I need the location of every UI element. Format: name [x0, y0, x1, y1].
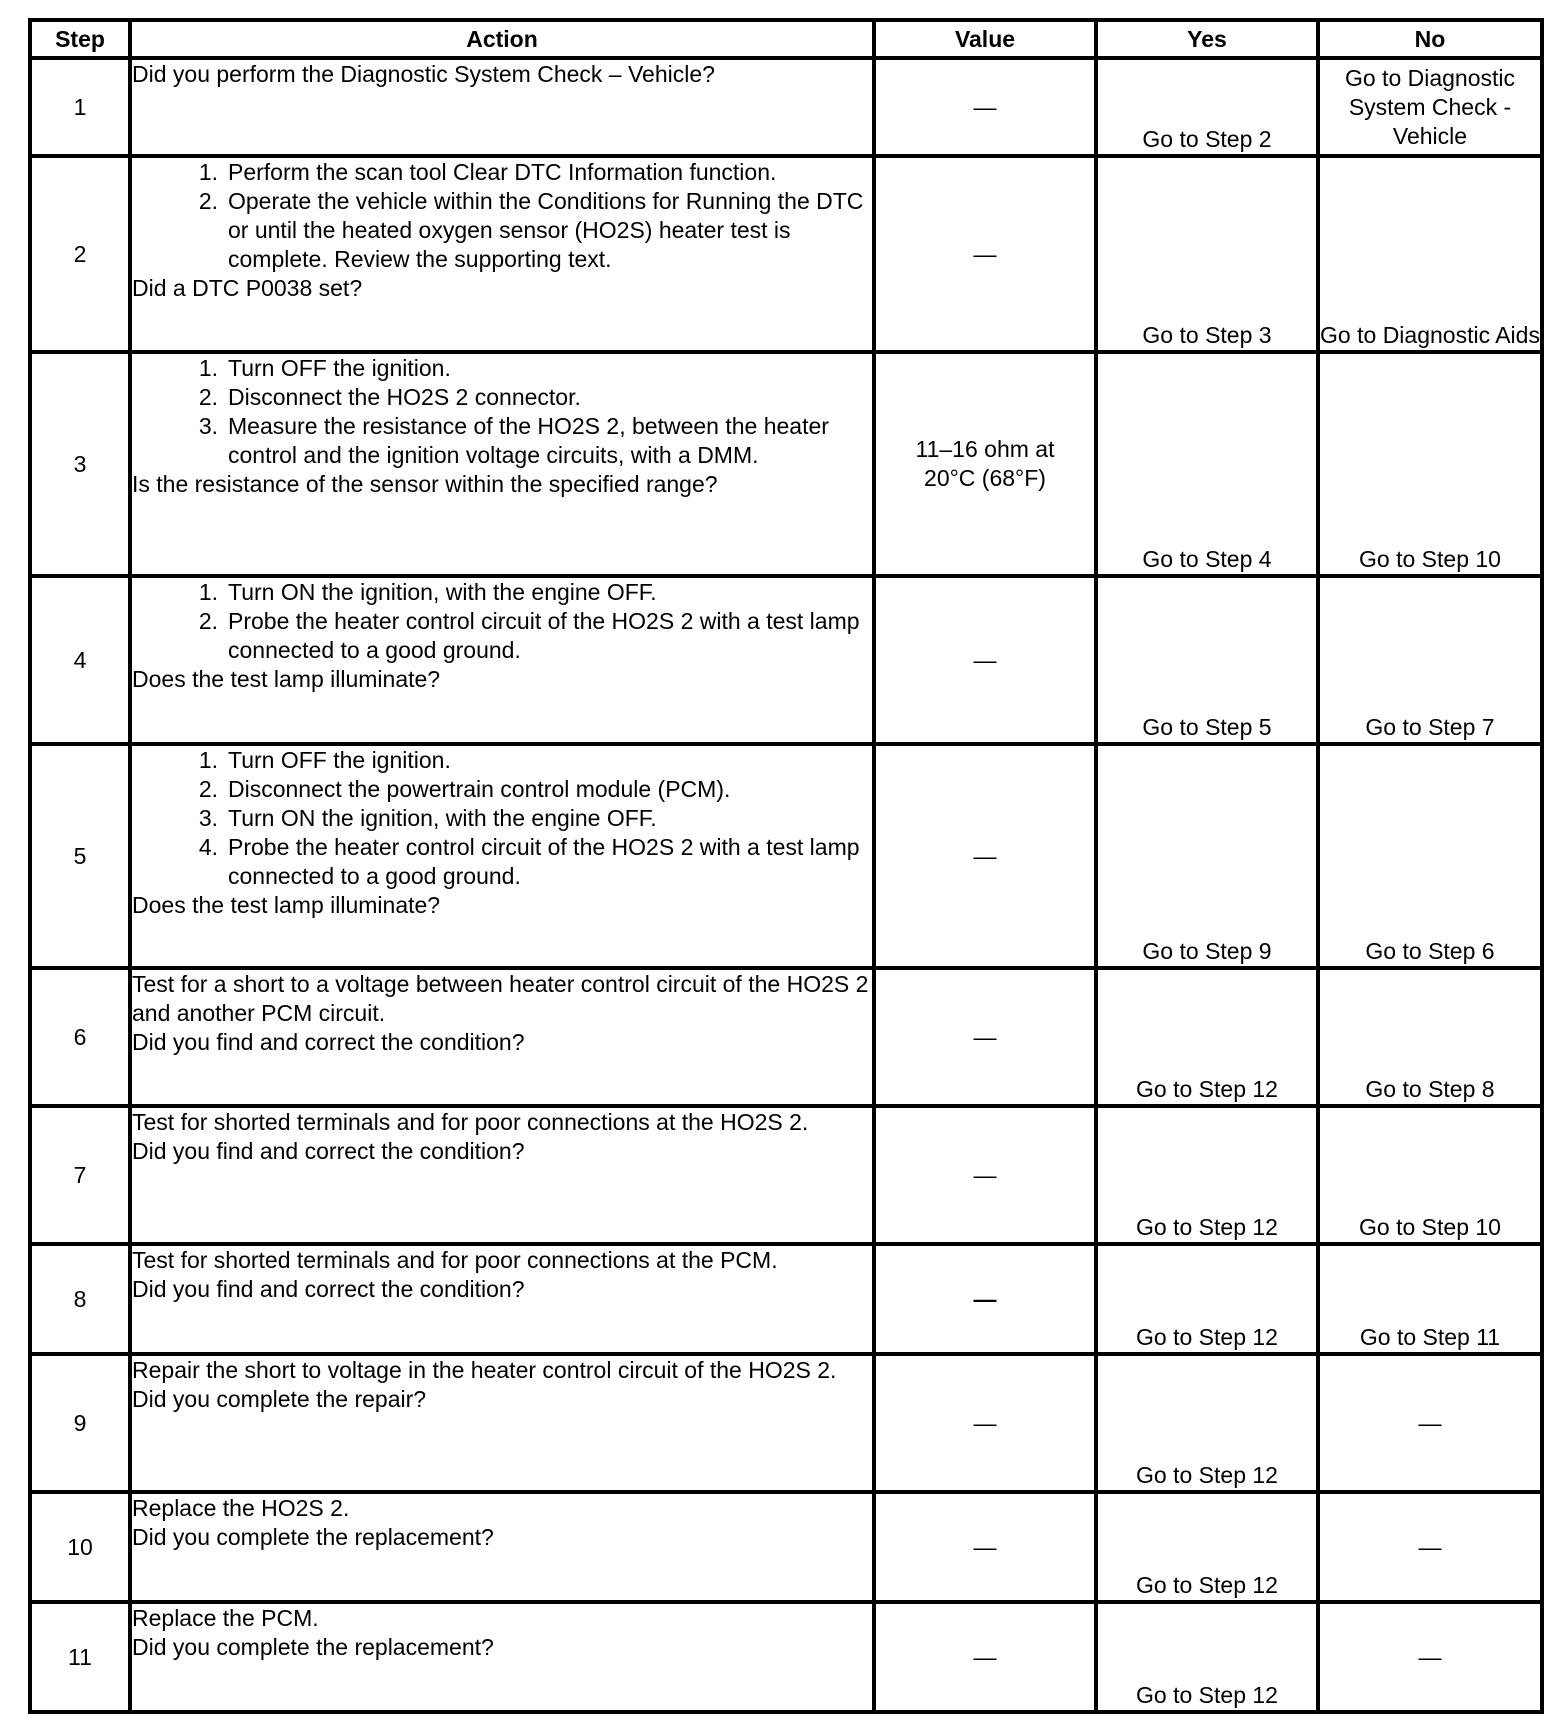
action-question: Did you find and correct the condition?: [132, 1029, 525, 1055]
table-row: [30, 156, 1542, 352]
step-number: 1: [30, 58, 130, 156]
action-question: Did you complete the replacement?: [132, 1634, 494, 1660]
value-cell: —: [874, 156, 1096, 352]
yes-cell: Go to Step 9: [1096, 744, 1318, 968]
header-row: [30, 20, 1542, 58]
step-number: 10: [30, 1492, 130, 1602]
action-cell: [130, 1354, 874, 1492]
value-cell: —: [874, 576, 1096, 744]
list-item-text: Perform the scan tool Clear DTC Information function.: [228, 159, 777, 185]
action-cell: [130, 744, 874, 968]
action-cell: [130, 58, 874, 156]
yes-cell: Go to Step 2: [1096, 58, 1318, 156]
action-text: Test for a short to a voltage between heater control circuit of the HO2S 2 and another PCM circuit.: [132, 971, 869, 1026]
list-item-text: Turn OFF the ignition.: [228, 747, 451, 773]
step-number: 4: [30, 576, 130, 744]
action-cell: [130, 576, 874, 744]
list-item: 1. Perform the scan tool Clear DTC Information function.: [132, 158, 872, 187]
no-cell: —: [1318, 1492, 1542, 1602]
yes-cell: Go to Step 12: [1096, 1492, 1318, 1602]
action-cell: [130, 156, 874, 352]
list-item: 2. Disconnect the HO2S 2 connector.: [132, 383, 872, 412]
action-text: Repair the short to voltage in the heater control circuit of the HO2S 2.: [132, 1357, 837, 1383]
list-item-text: Turn OFF the ignition.: [228, 355, 451, 381]
action-text: Replace the PCM.: [132, 1605, 319, 1631]
table-row: [30, 576, 1542, 744]
list-item-text: Disconnect the powertrain control module (PCM).: [228, 776, 731, 802]
no-cell: Go to Step 11: [1318, 1244, 1542, 1354]
no-cell: —: [1318, 1602, 1542, 1712]
table-row: [30, 1106, 1542, 1244]
action-question: Did you complete the replacement?: [132, 1524, 494, 1550]
yes-cell: Go to Step 4: [1096, 352, 1318, 576]
value-cell: —: [874, 1354, 1096, 1492]
diagnostic-table-wrapper: [28, 18, 1540, 1714]
yes-cell: Go to Step 12: [1096, 1354, 1318, 1492]
yes-cell: Go to Step 12: [1096, 1106, 1318, 1244]
step-number: 5: [30, 744, 130, 968]
table-row: [30, 1602, 1542, 1712]
table-row: [30, 58, 1542, 156]
list-item-text: Operate the vehicle within the Conditions for Running the DTC or until the heated oxygen sensor (HO2S) heater test is complete. Review the supporting text.: [228, 188, 864, 272]
step-number: 7: [30, 1106, 130, 1244]
yes-cell: Go to Step 12: [1096, 1602, 1318, 1712]
list-item-text: Probe the heater control circuit of the HO2S 2 with a test lamp connected to a good ground.: [228, 834, 860, 889]
header-yes: Yes: [1096, 20, 1318, 58]
header-value: Value: [874, 20, 1096, 58]
value-cell: —: [874, 1492, 1096, 1602]
header-no: No: [1318, 20, 1542, 58]
value-cell: —: [874, 968, 1096, 1106]
list-item: 2. Disconnect the powertrain control module (PCM).: [132, 775, 872, 804]
list-item: 1. Turn OFF the ignition.: [132, 354, 872, 383]
no-cell: Go to Step 10: [1318, 352, 1542, 576]
no-cell: Go to Step 7: [1318, 576, 1542, 744]
specified-value: 11–16 ohm at 20°C (68°F): [915, 436, 1055, 491]
action-text: Test for shorted terminals and for poor connections at the HO2S 2.: [132, 1109, 809, 1135]
header-step: Step: [30, 20, 130, 58]
yes-cell: Go to Step 12: [1096, 1244, 1318, 1354]
no-cell: Go to Step 8: [1318, 968, 1542, 1106]
table-row: [30, 744, 1542, 968]
list-item: 2. Operate the vehicle within the Conditions for Running the DTC or until the heated oxygen sensor (HO2S) heater test is complete. Review the supporting text.: [132, 187, 872, 274]
header-action: Action: [130, 20, 874, 58]
list-item-text: Turn ON the ignition, with the engine OFF.: [228, 805, 657, 831]
table-row: [30, 1492, 1542, 1602]
procedure-list: [132, 746, 872, 891]
table-row: [30, 1244, 1542, 1354]
list-item-text: Disconnect the HO2S 2 connector.: [228, 384, 581, 410]
action-question: Did you complete the repair?: [132, 1386, 427, 1412]
action-question: Does the test lamp illuminate?: [132, 666, 441, 692]
table-row: [30, 1354, 1542, 1492]
action-cell: [130, 1106, 874, 1244]
value-cell: —: [874, 1244, 1096, 1354]
action-cell: [130, 1602, 874, 1712]
no-cell: Go to Diagnostic System Check - Vehicle: [1318, 58, 1542, 156]
list-item: 2. Probe the heater control circuit of the HO2S 2 with a test lamp connected to a good ground.: [132, 607, 872, 665]
action-question: Did a DTC P0038 set?: [132, 275, 363, 301]
list-item-text: Probe the heater control circuit of the HO2S 2 with a test lamp connected to a good ground.: [228, 608, 860, 663]
table-row: [30, 968, 1542, 1106]
action-cell: [130, 968, 874, 1106]
action-question: Did you find and correct the condition?: [132, 1138, 525, 1164]
procedure-list: [132, 354, 872, 470]
step-number: 6: [30, 968, 130, 1106]
list-item: 4. Probe the heater control circuit of the HO2S 2 with a test lamp connected to a good ground.: [132, 833, 872, 891]
no-cell: Go to Step 10: [1318, 1106, 1542, 1244]
action-question: Did you find and correct the condition?: [132, 1276, 525, 1302]
procedure-list: [132, 578, 872, 665]
step-number: 11: [30, 1602, 130, 1712]
list-item-text: Measure the resistance of the HO2S 2, between the heater control and the ignition voltage circuits, with a DMM.: [228, 413, 829, 468]
list-item: 1. Turn ON the ignition, with the engine OFF.: [132, 578, 872, 607]
value-cell: —: [874, 744, 1096, 968]
action-question: Does the test lamp illuminate?: [132, 892, 441, 918]
list-item: 1. Turn OFF the ignition.: [132, 746, 872, 775]
yes-cell: Go to Step 5: [1096, 576, 1318, 744]
diagnostic-table: [28, 18, 1544, 1714]
no-cell: Go to Step 6: [1318, 744, 1542, 968]
action-cell: [130, 352, 874, 576]
action-text: Did you perform the Diagnostic System Check – Vehicle?: [132, 61, 715, 87]
no-cell: —: [1318, 1354, 1542, 1492]
action-text: Replace the HO2S 2.: [132, 1495, 350, 1521]
step-number: 9: [30, 1354, 130, 1492]
action-question: Is the resistance of the sensor within the specified range?: [132, 471, 718, 497]
value-cell: —: [874, 1602, 1096, 1712]
step-number: 3: [30, 352, 130, 576]
step-number: 2: [30, 156, 130, 352]
value-cell: [874, 352, 1096, 576]
list-item: 3. Turn ON the ignition, with the engine OFF.: [132, 804, 872, 833]
list-item: 3. Measure the resistance of the HO2S 2, between the heater control and the ignition voltage circuits, with a DMM.: [132, 412, 872, 470]
action-text: Test for shorted terminals and for poor connections at the PCM.: [132, 1247, 778, 1273]
yes-cell: Go to Step 3: [1096, 156, 1318, 352]
action-cell: [130, 1492, 874, 1602]
action-cell: [130, 1244, 874, 1354]
list-item-text: Turn ON the ignition, with the engine OFF.: [228, 579, 657, 605]
value-cell: —: [874, 1106, 1096, 1244]
value-cell: —: [874, 58, 1096, 156]
procedure-list: [132, 158, 872, 274]
no-cell: Go to Diagnostic Aids: [1318, 156, 1542, 352]
yes-cell: Go to Step 12: [1096, 968, 1318, 1106]
table-row: [30, 352, 1542, 576]
step-number: 8: [30, 1244, 130, 1354]
